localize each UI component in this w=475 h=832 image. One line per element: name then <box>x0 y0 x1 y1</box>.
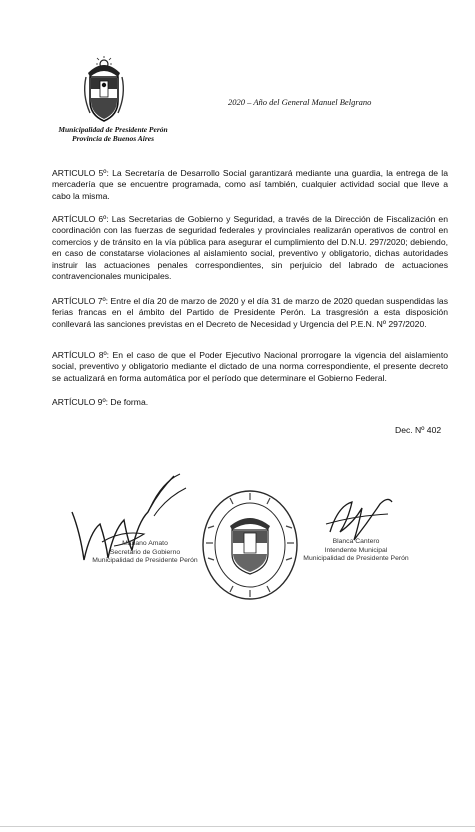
official-seal-icon <box>200 488 300 603</box>
article-5: ARTICULO 5º: La Secretaría de Desarrollo Social garantizará mediante una guardia, la entrega de la mercadería que se encuentre programada, como así también, cualquier actividad social que lleve a cabo la misma. <box>52 168 448 201</box>
page-edge-divider <box>0 826 475 827</box>
municipality-header <box>48 125 178 143</box>
left-signatory-title: Secretario de Gobierno <box>109 548 181 556</box>
left-signatory-entity: Municipalidad de Presidente Perón <box>92 557 198 564</box>
decree-number: Dec. Nº 402 <box>395 425 442 435</box>
right-signatory-entity: Municipalidad de Presidente Perón <box>303 555 409 562</box>
year-title: 2020 – Año del General Manuel Belgrano <box>228 97 372 107</box>
province-name: Provincia de Buenos Aires <box>71 134 155 143</box>
article-6: ARTÍCULO 6º: Las Secretarias de Gobierno y Seguridad, a través de la Dirección de Fiscalización en coordinación con las fuerzas de seguridad federales y provinciales realizarán operativos de control en comercios y de tránsito en la vía pública para asegurar el cumplimiento del D.N.U. 297/2020; debiendo, en caso de constatarse violaciones al aislamiento social, preventivo y obligatorio, dichas autoridades instruir las actuaciones penales correspondientes, sin perjuicio del labrado de actuaciones contravencionales municipales. <box>52 214 448 282</box>
right-signatory-name: Blanca Cantero <box>332 538 380 545</box>
article-9: ARTÍCULO 9º: De forma. <box>52 397 149 407</box>
right-signatory-title: Intendente Municipal <box>324 546 388 554</box>
right-signature-block <box>296 538 416 564</box>
article-7: ARTÍCULO 7º: Entre el día 20 de marzo de 2020 y el día 31 de marzo de 2020 quedan suspendidas las ferias francas en el ámbito del Partido de Presidente Perón. La trasgresión a esta disposición conllevará las sanciones previstas en el Decreto de Necesidad y Urgencia del P.E.N. Nº 297/2020. <box>52 296 448 329</box>
municipal-crest-icon <box>80 55 128 125</box>
left-signatory-name: Mariano Amato <box>122 540 168 547</box>
article-8: ARTÍCULO 8º: En el caso de que el Poder Ejecutivo Nacional prorrogare la vigencia del aislamiento social, preventivo y obligatorio mediante el dictado de una norma correspondiente, el presente decreto se actualizará en forma automática por el período que determinare el Gobierno Federal. <box>52 350 448 383</box>
left-signature-block <box>86 540 204 566</box>
municipality-name: Municipalidad de Presidente Perón <box>58 125 168 134</box>
